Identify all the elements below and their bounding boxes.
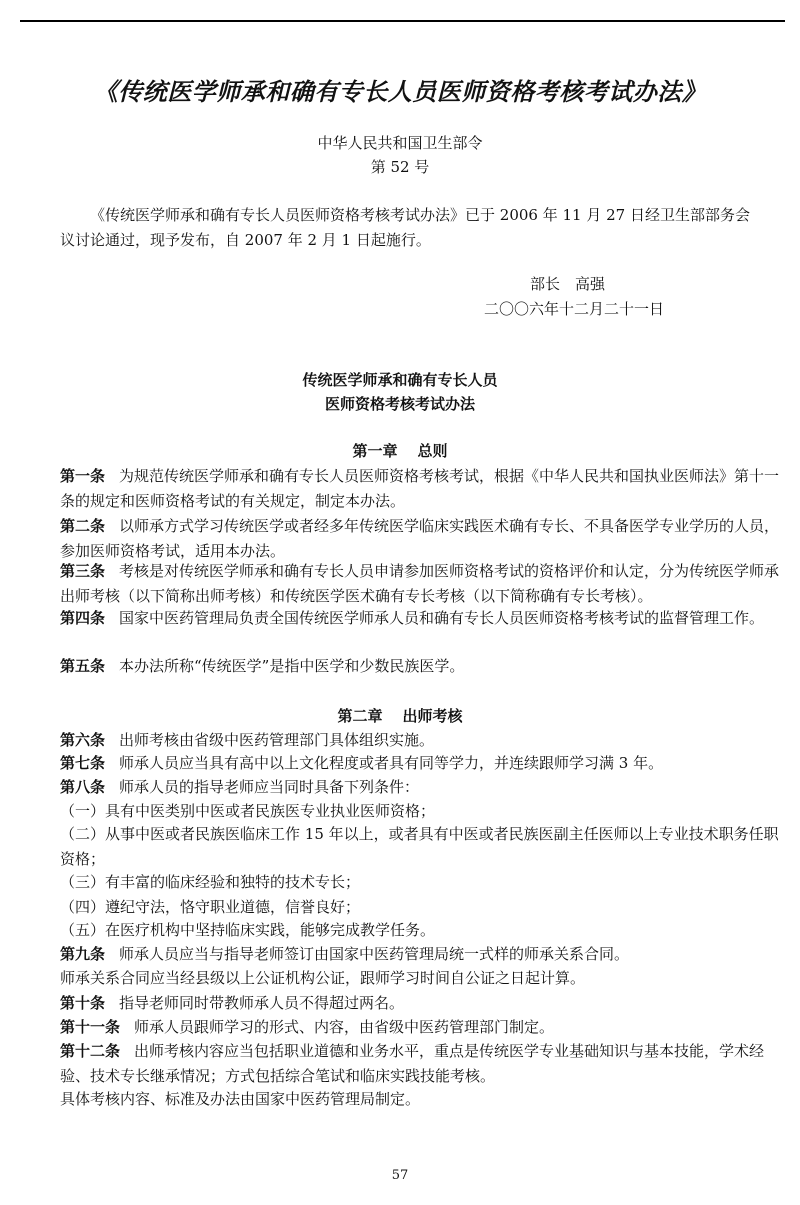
article-5 — [60, 654, 785, 679]
article-label: 第十条 — [60, 994, 106, 1012]
article-label: 第五条 — [60, 657, 106, 675]
article-label: 第二条 — [60, 517, 106, 535]
document-title: 《传统医学师承和确有专长人员医师资格考核考试办法》 — [93, 77, 707, 106]
condition-item: （一）具有中医类别中医或者民族医专业执业医师资格； — [60, 802, 436, 820]
article-label: 第八条 — [60, 778, 106, 796]
decree-date: 二〇〇六年十二月二十一日 — [484, 300, 665, 318]
article-text: 国家中医药管理局负责全国传统医学师承人员和确有专长人员医师资格考核考试的监督管理工作。 — [119, 609, 765, 627]
condition-item: （三）有丰富的临床经验和独特的技术专长； — [60, 873, 361, 891]
article-10 — [60, 991, 785, 1016]
decree-body: 《传统医学师承和确有专长人员医师资格考核考试办法》已于 2006 年 11 月 27 日经卫生部部务会议讨论通过，现予发布，自 2007 年 2 月 1 日起施行。 — [60, 206, 750, 249]
article-text: 考核是对传统医学师承和确有专长人员申请参加医师资格考试的资格评价和认定，分为传统医学师承出师考核（以下简称出师考核）和传统医学医术确有专长考核（以下简称确有专长考核）。 — [60, 562, 780, 605]
article-text: 师承人员应当具有高中以上文化程度或者具有同等学力，并连续跟师学习满 3 年。 — [119, 754, 664, 772]
article-text: 师承人员应当与指导老师签订由国家中医药管理局统一式样的师承关系合同。 — [119, 945, 630, 963]
subtitle-line-2: 医师资格考核考试办法 — [324, 395, 475, 413]
article-12 — [60, 1039, 785, 1089]
article-11 — [60, 1015, 785, 1040]
article-label: 第十一条 — [60, 1018, 121, 1036]
article-7 — [60, 751, 785, 776]
article-label: 第一条 — [60, 467, 106, 485]
chapter-1-heading — [0, 440, 800, 461]
closing-note: 具体考核内容、标准及办法由国家中医药管理局制定。 — [60, 1090, 421, 1108]
article-text: 本办法所称“传统医学”是指中医学和少数民族医学。 — [119, 657, 465, 675]
condition-item: （二）从事中医或者民族医临床工作 15 年以上，或者具有中医或者民族医副主任医师以上专业技术职务任职资格； — [60, 825, 779, 868]
chapter-number: 第一章 — [352, 442, 398, 460]
article-3 — [60, 559, 785, 609]
article-1 — [60, 464, 785, 514]
article-label: 第四条 — [60, 609, 106, 627]
minister-signature: 部长 高强 — [530, 275, 606, 293]
article-label: 第九条 — [60, 945, 106, 963]
article-label: 第三条 — [60, 562, 106, 580]
article-text: 师承人员跟师学习的形式、内容，由省级中医药管理部门制定。 — [134, 1018, 555, 1036]
subtitle-line-1: 传统医学师承和确有专长人员 — [302, 371, 498, 389]
article-4 — [60, 606, 785, 631]
article-9 — [60, 942, 785, 967]
chapter-name: 出师考核 — [402, 707, 463, 725]
decree-issuer: 中华人民共和国卫生部令 — [317, 134, 483, 152]
chapter-name: 总则 — [417, 442, 448, 460]
article-2 — [60, 514, 785, 564]
page-number: 57 — [391, 1168, 409, 1183]
top-rule — [20, 20, 785, 22]
article-label: 第六条 — [60, 731, 106, 749]
article-6 — [60, 728, 785, 753]
decree-number: 第 52 号 — [370, 158, 430, 176]
article-label: 第十二条 — [60, 1042, 121, 1060]
article-9-continued: 师承关系合同应当经县级以上公证机构公证，跟师学习时间自公证之日起计算。 — [60, 969, 586, 987]
chapter-number: 第二章 — [337, 707, 383, 725]
chapter-2-heading — [0, 705, 800, 726]
article-text: 师承人员的指导老师应当同时具备下列条件： — [119, 778, 420, 796]
article-text: 以师承方式学习传统医学或者经多年传统医学临床实践医术确有专长、不具备医学专业学历的人员，参加医师资格考试，适用本办法。 — [60, 517, 780, 560]
article-label: 第七条 — [60, 754, 106, 772]
condition-item: （四）遵纪守法，恪守职业道德，信誉良好； — [60, 898, 361, 916]
condition-item: （五）在医疗机构中坚持临床实践，能够完成教学任务。 — [60, 921, 436, 939]
article-text: 为规范传统医学师承和确有专长人员医师资格考核考试，根据《中华人民共和国执业医师法》第十一条的规定和医师资格考试的有关规定，制定本办法。 — [60, 467, 780, 510]
article-text: 指导老师同时带教师承人员不得超过两名。 — [119, 994, 405, 1012]
article-8 — [60, 775, 785, 800]
article-text: 出师考核内容应当包括职业道德和业务水平，重点是传统医学专业基础知识与基本技能，学术经验、技术专长继承情况；方式包括综合笔试和临床实践技能考核。 — [60, 1042, 765, 1085]
article-text: 出师考核由省级中医药管理部门具体组织实施。 — [119, 731, 435, 749]
